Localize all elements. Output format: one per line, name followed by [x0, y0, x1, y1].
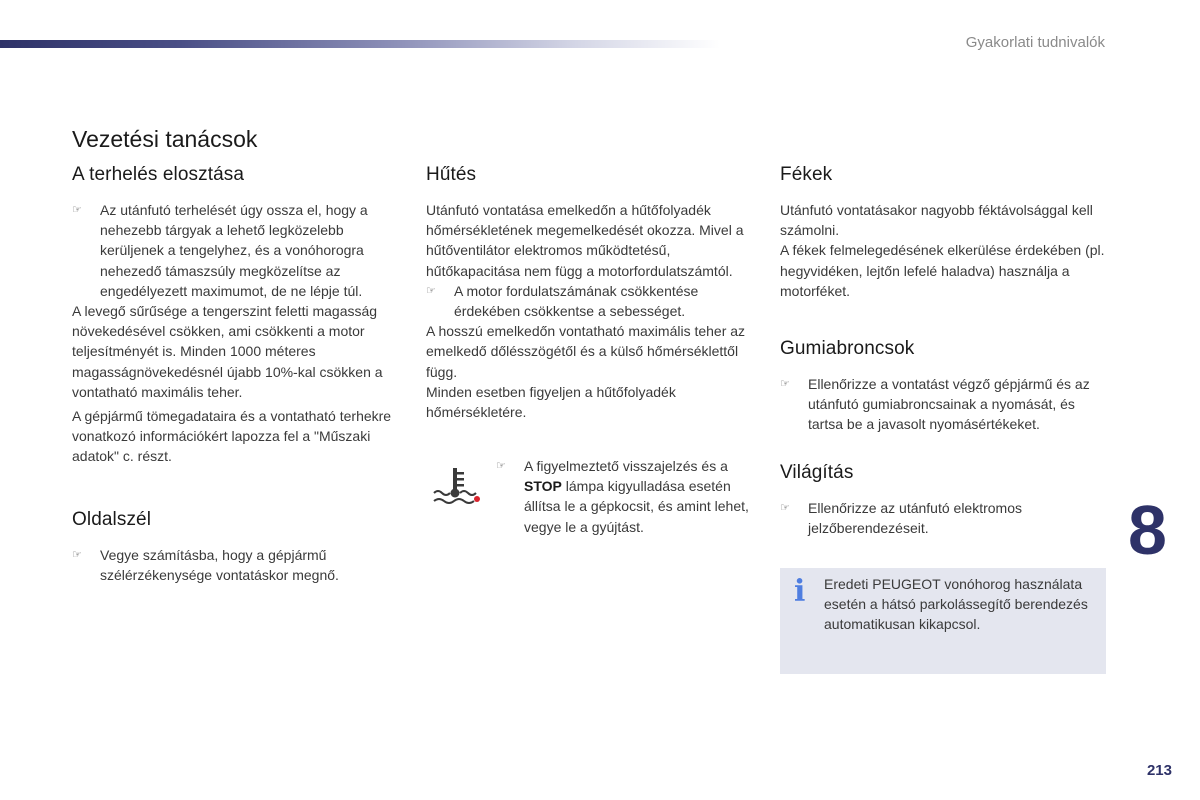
list-item — [72, 545, 402, 585]
info-text: Eredeti PEUGEOT vonóhorog használata esetén a hátsó parkolássegítő berendezés automatikusan kikapcsol. — [824, 576, 1088, 633]
page-title: Vezetési tanácsok — [72, 126, 258, 152]
heading-load-distribution: A terhelés elosztása — [72, 164, 245, 185]
bullet-text: Ellenőrizze a vontatást végző gépjármű és az utánfutó gumiabroncsainak a nyomását, és tartsa be a javasolt nyomásértékeket. — [808, 376, 1090, 433]
coolant-temperature-warning-icon — [430, 466, 482, 508]
warning-text-pre: A figyelmeztető visszajelzés és a — [524, 458, 728, 474]
list-item — [426, 281, 756, 321]
column-cooling — [426, 164, 756, 422]
heading-lighting: Világítás — [780, 462, 854, 483]
list-item — [72, 200, 402, 301]
column-tyres — [780, 338, 1110, 435]
column-crosswind — [72, 509, 402, 585]
list-item — [496, 456, 756, 537]
paragraph-braking-distance: Utánfutó vontatásakor nagyobb féktávolsággal kell számolni. — [780, 202, 1093, 239]
paragraph-gradient: A hosszú emelkedőn vontatható maximális teher az emelkedő dőlésszögétől és a külső hőmérséklettől függ. — [426, 323, 746, 380]
column-load-distribution — [72, 164, 402, 467]
bullet-text: Ellenőrizze az utánfutó elektromos jelzőberendezéseit. — [808, 500, 1022, 537]
paragraph-cooling: Utánfutó vontatása emelkedőn a hűtőfolyadék hőmérsékletének megemelkedését okozza. Mivel a hűtőventilátor elektromos működtetésű, hűtőkapacitása nem függ a motorfordulatszámtól. — [426, 202, 744, 279]
pointing-hand-icon: ☞ — [780, 378, 790, 390]
pointing-hand-icon: ☞ — [72, 549, 82, 561]
paragraph-temperature: Minden esetben figyeljen a hűtőfolyadék hőmérsékletére. — [426, 383, 676, 421]
info-icon: i — [794, 574, 806, 609]
bullet-text: Az utánfutó terhelését úgy ossza el, hogy a nehezebb tárgyak a lehető legközelebb kerüljenek a tengelyhez, és a vonóhorogra nehezedő támaszsúly megközelítse az engedélyezett maximumot, de ne lépje túl. — [100, 202, 368, 299]
page-number: 213 — [1146, 762, 1172, 779]
heading-crosswind: Oldalszél — [72, 509, 152, 530]
header-gradient-bar — [0, 40, 720, 48]
info-box — [780, 568, 1106, 674]
pointing-hand-icon: ☞ — [426, 284, 436, 297]
stop-keyword: STOP — [524, 478, 562, 495]
paragraph-weights-reference: A gépjármű tömegadataira és a vontatható terhekre vonatkozó információkért lapozza fel a "Műszaki adatok" c. részt. — [72, 408, 392, 465]
coolant-warning — [426, 456, 756, 537]
chapter-number: 8 — [1128, 491, 1167, 569]
bullet-text: Vegye számításba, hogy a gépjármű szélérzékenysége vontatáskor megnő. — [100, 547, 339, 584]
paragraph-altitude: A levegő sűrűsége a tengerszint feletti magasság növekedésével csökken, ami csökkenti a motor teljesítményét is. Minden 1000 méteres magasságnövekedésnél újabb 10%-kal csökken a vontatható maximális teher. — [72, 303, 383, 400]
section-label: Gyakorlati tudnivalók — [965, 34, 1105, 51]
pointing-hand-icon: ☞ — [72, 204, 82, 216]
paragraph-engine-brake: A fékek felmelegedésének elkerülése érdekében (pl. hegyvidéken, lejtőn lefelé haladva) használja a motorféket. — [780, 242, 1105, 299]
column-brakes — [780, 164, 1110, 301]
bullet-text: A motor fordulatszámának csökkentése érdekében csökkentse a sebességet. — [454, 282, 699, 320]
heading-tyres: Gumiabroncsok — [780, 338, 915, 359]
pointing-hand-icon: ☞ — [780, 502, 790, 514]
pointing-hand-icon: ☞ — [496, 460, 506, 472]
list-item — [780, 374, 1110, 435]
heading-cooling: Hűtés — [426, 164, 477, 185]
heading-brakes: Fékek — [780, 164, 833, 185]
warning-text-post: lámpa kigyulladása esetén állítsa le a gépkocsit, és amint lehet, vegye le a gyújtást. — [524, 478, 749, 535]
list-item — [780, 498, 1110, 538]
column-lighting — [780, 462, 1110, 538]
